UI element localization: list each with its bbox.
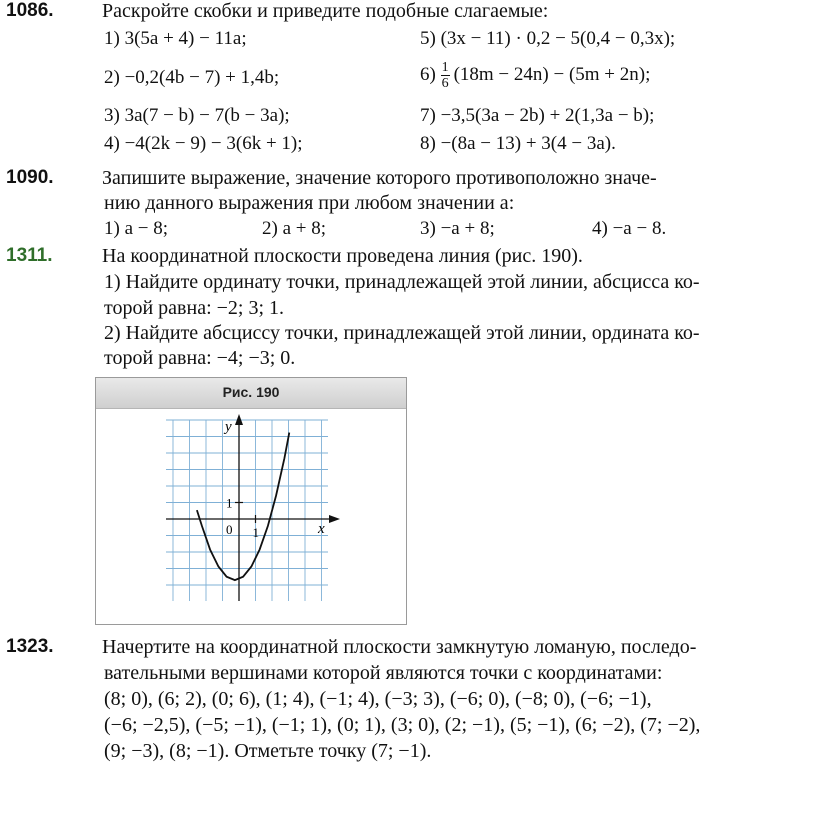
parabola-plot (96, 408, 406, 624)
exercise-1323-line-1: Начертите на координатной плоскости замкнутую ломаную, последо- (102, 636, 697, 658)
exercise-1323-line-5: (9; −3), (8; −1). Отметьте точку (7; −1). (104, 740, 432, 762)
exercise-1090-option-4: 4) −a − 8. (592, 218, 667, 239)
exercise-1323-line-3: (8; 0), (6; 2), (0; 6), (1; 4), (−1; 4), (−3; 3), (−6; 0), (−8; 0), (−6; −1), (104, 688, 652, 710)
exercise-1311-line-2: 1) Найдите ординату точки, принадлежащей этой линии, абсцисса ко- (104, 271, 700, 293)
exercise-number-1323: 1323. (6, 636, 54, 657)
exercise-number-1090: 1090. (6, 167, 54, 188)
y-axis-arrow (235, 414, 243, 425)
exercise-1323-line-2: вательными вершинами которой являются точки с координатами: (104, 662, 663, 684)
exercise-1090-option-3: 3) −a + 8; (420, 218, 495, 239)
exercise-1090-line-2: нию данного выражения при любом значении a: (104, 192, 515, 214)
x-unit-label: 1 (252, 525, 259, 540)
exercise-1086-item-5: 5) (3x − 11) · 0,2 − 5(0,4 − 0,3x); (420, 28, 676, 49)
item-6-label: 6) (420, 63, 436, 85)
exercise-1086-item-3: 3) 3a(7 − b) − 7(b − 3a); (104, 105, 290, 126)
exercise-1311-line-1: На координатной плоскости проведена линия (рис. 190). (102, 245, 583, 267)
exercise-1311-line-3: торой равна: −2; 3; 1. (104, 297, 285, 319)
exercise-1086-item-7: 7) −3,5(3a − 2b) + 2(1,3a − b); (420, 105, 655, 126)
fraction-numerator: 1 (441, 60, 449, 75)
exercise-1311-line-4: 2) Найдите абсциссу точки, принадлежащей этой линии, ордината ко- (104, 322, 700, 344)
exercise-1086-item-2: 2) −0,2(4b − 7) + 1,4b; (104, 67, 280, 88)
exercise-1323-line-4: (−6; −2,5), (−5; −1), (−1; 1), (0; 1), (3; 0), (2; −1), (5; −1), (6; −2), (7; −2), (104, 714, 701, 736)
figure-caption: Рис. 190 (222, 384, 280, 400)
y-axis-label: y (225, 419, 232, 435)
fraction-one-sixth (441, 60, 450, 91)
exercise-number-1086: 1086. (6, 0, 54, 21)
origin-label: 0 (226, 522, 233, 537)
figure-header (96, 378, 406, 409)
exercise-1090-option-1: 1) a − 8; (104, 218, 169, 239)
x-axis-label: x (318, 521, 325, 537)
exercise-1090-option-2: 2) a + 8; (262, 218, 327, 239)
item-6-expression: (18m − 24n) − (5m + 2n); (453, 63, 651, 85)
axes (166, 414, 340, 601)
exercise-1086-item-6 (420, 60, 650, 91)
exercise-1086-item-8: 8) −(8a − 13) + 3(4 − 3a). (420, 133, 616, 154)
figure-panel (95, 377, 407, 625)
y-unit-label: 1 (226, 495, 233, 511)
exercise-1090-line-1: Запишите выражение, значение которого противоположно значе- (102, 167, 657, 189)
fraction-denominator: 6 (441, 76, 449, 91)
exercise-1311-line-5: торой равна: −4; −3; 0. (104, 347, 296, 369)
exercise-prompt-1086: Раскройте скобки и приведите подобные слагаемые: (102, 0, 549, 22)
exercise-1086-item-4: 4) −4(2k − 9) − 3(6k + 1); (104, 133, 303, 154)
x-axis-arrow (329, 515, 340, 523)
exercise-1086-item-1: 1) 3(5a + 4) − 11a; (104, 28, 247, 49)
exercise-number-1311: 1311. (6, 245, 53, 266)
parabola-curve (197, 433, 289, 580)
grid (166, 420, 328, 601)
